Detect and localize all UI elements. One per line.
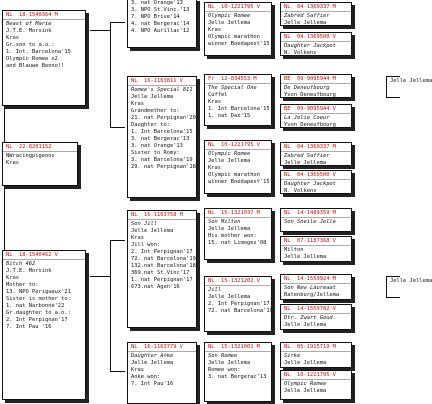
- card-pigeon-name: Son Romee: [208, 353, 238, 359]
- pedigree-card-gen3-3[interactable]: [204, 140, 272, 194]
- card-ring-number: NL 14-1559924 M: [281, 276, 351, 284]
- card-line: 4. nat Bergerac'14: [131, 21, 190, 27]
- card-line: 3. nat Orange'13: [131, 0, 183, 6]
- card-line: winner Boedapest'15: [208, 41, 270, 47]
- card-line: 7. NPO Brive'14: [131, 14, 180, 20]
- card-pigeon-name: Sirke: [284, 353, 301, 359]
- card-line: Batenburg/Jellema: [284, 292, 340, 298]
- card-line: Kras: [6, 35, 19, 41]
- card-pigeon-name: Son Jill: [131, 221, 157, 227]
- card-ring-number: NL 16-1163811 V: [128, 78, 196, 86]
- card-line: Kras: [6, 275, 19, 281]
- card-line: Kras: [131, 235, 144, 241]
- pedigree-card-gen4-2[interactable]: [280, 32, 352, 56]
- card-ring-number: NL 18-1540364 M: [3, 12, 85, 20]
- card-line: Grandmother to:: [131, 108, 180, 114]
- card-line: 673.nat Agen'16: [131, 284, 180, 290]
- card-ring-number: NL 16-1163758 M: [128, 212, 196, 220]
- card-line: 3. NPO St.Vinc.'13: [131, 7, 190, 13]
- pedigree-card-gen4-10[interactable]: [280, 304, 352, 330]
- pedigree-card-gen3-5[interactable]: [204, 276, 272, 332]
- card-line: J.T.E. Morsink: [6, 28, 52, 34]
- pedigree-card-gen4-3[interactable]: [280, 74, 352, 98]
- card-line: Sister to Romy:: [131, 150, 180, 156]
- card-line: Sister is mother to:: [6, 296, 71, 302]
- card-pigeon-name: Zabred Saffier: [284, 13, 330, 19]
- pedigree-card-subject[interactable]: [2, 142, 78, 186]
- card-line: J.T.E. Morsink: [6, 268, 52, 274]
- card-ring-number: NL 16-1163779 V: [128, 344, 196, 352]
- card-pigeon-name: Daughter Jackpot: [284, 43, 336, 49]
- card-pigeon-name: Son Milton: [208, 219, 241, 225]
- card-line: Jelle Jellema: [390, 278, 432, 284]
- card-line: Jelle Jellema: [284, 160, 327, 166]
- card-line: Jelle Jellema: [284, 388, 327, 394]
- card-line: 3. nat Orange'13: [131, 143, 183, 149]
- card-pigeon-name: Bitch 462: [6, 261, 36, 267]
- card-line: 13. NPO Perigueux'21: [6, 289, 71, 295]
- card-line: Cuffel: [208, 92, 228, 98]
- pedigree-card-edge-partial: [386, 76, 432, 98]
- card-line: Jelle Jellema: [208, 20, 251, 26]
- card-line: Kras: [208, 165, 221, 171]
- card-line: 1. Int. Barcelona'15: [6, 49, 71, 55]
- card-line: 1. nat Narbonne'22: [6, 303, 65, 309]
- card-line: Yvon Deneufbourg: [284, 122, 336, 128]
- card-line: Jelle Jellema: [208, 226, 251, 232]
- card-ring-number: NL 05-1915719 M: [281, 344, 351, 352]
- card-line: Jelle Jellema: [284, 254, 327, 260]
- card-line: 1. nat Dax'15: [208, 113, 251, 119]
- card-ring-number: Fr 12-034553 M: [205, 76, 271, 84]
- card-ring-number: NL 04-1369500 V: [281, 34, 351, 42]
- card-line: Romee won:: [208, 367, 241, 373]
- card-line: Gr.son to a.o.:: [6, 42, 55, 48]
- connector: [110, 22, 125, 128]
- card-line: Jelle Jellema: [131, 94, 174, 100]
- pedigree-card-gen4-7[interactable]: [280, 208, 352, 232]
- card-line: 15. nat Limoges'08: [208, 240, 267, 246]
- card-ring-number: NL 04-1369337 M: [281, 144, 351, 152]
- card-line: and Blauwe Benno!!: [6, 63, 65, 69]
- card-line: 3. nat Bergerac'13: [131, 136, 190, 142]
- card-line: 29. nat Perpignan'18: [131, 164, 196, 170]
- card-pigeon-name: Daughter Anke: [131, 353, 174, 359]
- pedigree-card-gen4-4[interactable]: [280, 104, 352, 128]
- card-line: Daughter to:: [131, 122, 170, 128]
- card-ring-number: NL 10-1221795 V: [205, 4, 271, 12]
- card-line: 132.nat Barcelona'18: [131, 263, 196, 269]
- card-line: 7. Int Pau'16: [131, 381, 174, 387]
- card-line: Jelle Jellema: [208, 294, 251, 300]
- card-line: Yvon Deneufbourg: [284, 92, 336, 98]
- card-line: NWracingpigeons: [6, 153, 55, 159]
- card-line: Jelle Jellema: [390, 78, 432, 84]
- connector: [90, 30, 110, 31]
- card-ring-number: BE 09-9095944 M: [281, 76, 351, 84]
- card-ring-number: NL 15-1321202 V: [205, 278, 271, 286]
- card-pigeon-name: Daughter Jackpot: [284, 181, 336, 187]
- card-line: Jelle Jellema: [208, 158, 251, 164]
- pedigree-card-gen4-11[interactable]: [280, 342, 352, 368]
- card-line: 72. nat Barcelona'19: [208, 308, 273, 314]
- pedigree-card-maternal-grandfather[interactable]: [127, 210, 197, 328]
- card-pigeon-name: Jill: [208, 287, 221, 293]
- card-line: 1. nat Perpignan'17: [131, 277, 193, 283]
- card-line: Gr.daughter to a.o.:: [6, 310, 71, 316]
- card-line: 7. Int Pau '16: [6, 324, 52, 330]
- card-pigeon-name: Son Sneile Jelle: [284, 219, 336, 225]
- card-line: Olympic Romee x2: [6, 56, 58, 62]
- pedigree-card-gen3-4[interactable]: [204, 208, 272, 260]
- card-line: 369.nat St.Vinc'17: [131, 270, 190, 276]
- card-line: 72. nat Barcelona'19: [131, 256, 196, 262]
- pedigree-card-gen4-6[interactable]: [280, 170, 352, 194]
- card-line: 2. Int Perpignan'17: [6, 317, 68, 323]
- card-ring-number: NL 10-1221795 V: [205, 142, 271, 150]
- card-line: N. Volkens: [284, 50, 317, 56]
- card-line: 21. nat Perpignan'20: [131, 115, 196, 121]
- pedigree-card-paternal-grandmother[interactable]: [127, 76, 197, 198]
- card-line: N. Volkens: [284, 188, 317, 194]
- card-line: 1. Int Barcelona'15: [131, 129, 193, 135]
- pedigree-card-maternal-grandmother[interactable]: [127, 342, 197, 404]
- card-pigeon-name: La Jolie Coeur: [284, 115, 330, 121]
- card-pigeon-name: Zabred Saffier: [284, 153, 330, 159]
- card-ring-number: NL 15-1321037 M: [205, 210, 271, 218]
- connector: [110, 240, 125, 372]
- card-pigeon-name: Olympic Romee: [208, 13, 251, 19]
- card-pigeon-name: Romee's Special 811: [131, 87, 193, 93]
- card-ring-number: NL 07-1187368 V: [281, 238, 351, 246]
- card-line: Jelle Jellema: [284, 20, 327, 26]
- card-line: Jelle Jellema: [208, 360, 251, 366]
- card-line: Anke won:: [131, 374, 161, 380]
- card-line: His mother won:: [208, 233, 257, 239]
- card-ring-number: NL 18-1540462 V: [3, 252, 85, 260]
- pedigree-card-gen4-12[interactable]: [280, 370, 352, 400]
- card-line: Kras: [131, 101, 144, 107]
- card-pigeon-name: Dtr. Zwart Goud: [284, 315, 333, 321]
- card-line: Kras: [208, 27, 221, 33]
- card-line: Olympic marathon: [208, 34, 260, 40]
- pedigree-card-gen3-1[interactable]: [204, 2, 272, 56]
- card-pigeon-name: Son New Laureaat: [284, 285, 336, 291]
- card-line: Milton: [284, 247, 304, 253]
- card-ring-number: NL 15-1321001 M: [205, 344, 271, 352]
- card-ring-number: NL 04-1369337 M: [281, 4, 351, 12]
- card-ring-number: NL 14-1489359 M: [281, 210, 351, 218]
- card-ring-number: NL 22-8201152: [3, 144, 77, 152]
- card-line: 1. Int Barcelona'15: [208, 106, 270, 112]
- card-line: Kras: [6, 160, 19, 166]
- card-pigeon-name: Olympic Romee: [208, 151, 251, 157]
- card-line: Kras: [208, 99, 221, 105]
- pedigree-card-edge-partial: [386, 276, 432, 298]
- pedigree-card-gen3-2[interactable]: [204, 74, 272, 126]
- card-ring-number: NL 14-1559782 V: [281, 306, 351, 314]
- card-pigeon-name: Olympic Romee: [284, 381, 327, 387]
- pedigree-card-gen4-8[interactable]: [280, 236, 352, 262]
- card-pigeon-name: Beast of Marie: [6, 21, 52, 27]
- pedigree-card-gen4-9[interactable]: [280, 274, 352, 300]
- card-line: winner Boedapest'15: [208, 179, 270, 185]
- card-line: Jelle Jellema: [284, 322, 327, 328]
- pedigree-card-gen4-5[interactable]: [280, 142, 352, 166]
- card-line: 3. nat Bergerac'13: [208, 374, 267, 380]
- card-line: Mother to:: [6, 282, 39, 288]
- card-line: Jill won:: [131, 242, 161, 248]
- pedigree-card-gen4-1[interactable]: [280, 2, 352, 26]
- card-line: Jelle Jellema: [284, 360, 327, 366]
- card-ring-number: NL 04-1369500 V: [281, 172, 351, 180]
- card-line: 2. Int Perpignan'17: [208, 301, 270, 307]
- card-line: Jelle Jellema: [131, 360, 174, 366]
- card-pigeon-name: De Deneufbourg: [284, 85, 330, 91]
- card-pigeon-name: The Special One: [208, 85, 257, 91]
- pedigree-card-mother[interactable]: [2, 250, 86, 400]
- card-line: 2. Int Perpignan'17: [131, 249, 193, 255]
- card-ring-number: BE 09-9095944 V: [281, 106, 351, 114]
- pedigree-card-father[interactable]: [2, 10, 86, 106]
- pedigree-card-gen3-6[interactable]: [204, 342, 272, 402]
- card-line: 4. NPO Aurillac'12: [131, 28, 190, 34]
- card-line: 3. nat Barcelona'19: [131, 157, 193, 163]
- card-line: Kras: [131, 367, 144, 373]
- card-line: Olympic marathon: [208, 172, 260, 178]
- connector: [90, 276, 110, 277]
- card-ring-number: NL 10-1221795 V: [281, 372, 351, 380]
- pedigree-card-paternal-grandfather-partial[interactable]: [127, 0, 197, 48]
- card-line: Jelle Jellema: [131, 228, 174, 234]
